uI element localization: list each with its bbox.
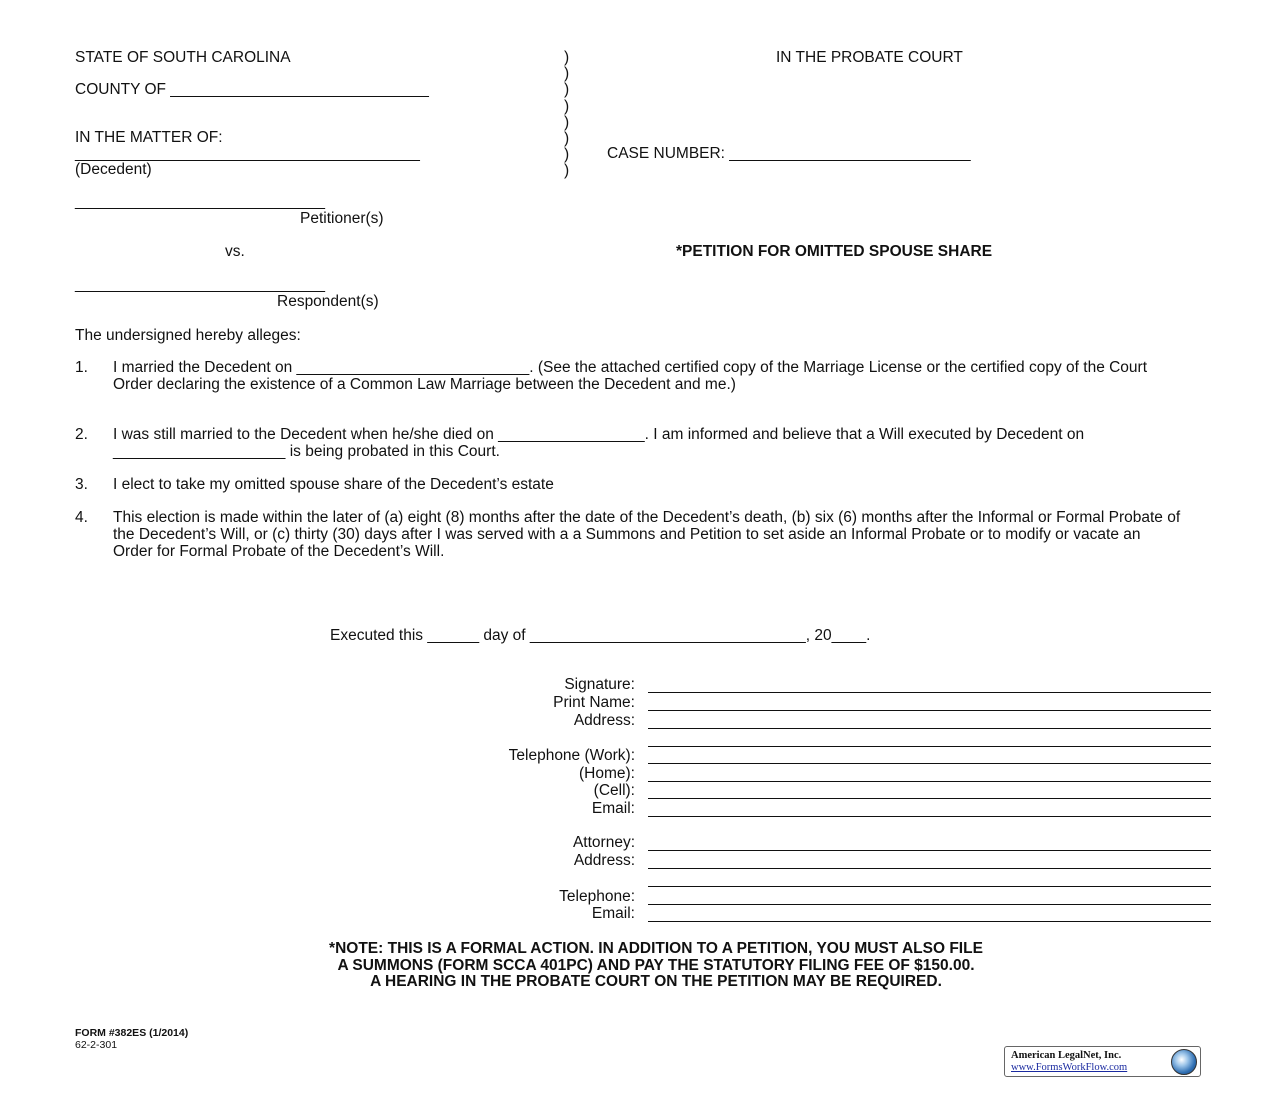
executed-date-line[interactable]: Executed this ______ day of ________________________________, 20____.: [330, 627, 871, 644]
form-number: FORM #382ES (1/2014): [75, 1027, 189, 1039]
respondent-label: Respondent(s): [277, 293, 379, 310]
home-phone-line[interactable]: [648, 781, 1211, 782]
intro-text: The undersigned hereby alleges:: [75, 327, 301, 344]
signature-line[interactable]: [648, 692, 1211, 693]
decedent-label: (Decedent): [75, 161, 152, 178]
decedent-name-line[interactable]: ________________________________________: [75, 145, 420, 162]
allegation-text: I married the Decedent on ___________________________. (See the attached certified copy of the Marriage License or the certified copy of the Court Order declaring the existence of a Common Law Marriage between the Decedent and me.): [113, 359, 1148, 393]
print-name-line[interactable]: [648, 710, 1211, 711]
attorney-label: Attorney:: [572, 834, 635, 851]
allegation-number: 2.: [75, 426, 88, 443]
case-number-field[interactable]: CASE NUMBER: ____________________________: [607, 145, 971, 162]
allegation-number: 3.: [75, 476, 88, 493]
county-field[interactable]: COUNTY OF ______________________________: [75, 81, 429, 98]
allegation-text: I was still married to the Decedent when he/she died on _________________. I am informed and believe that a Will executed by Decedent on ____________________ is being probated in this Court.: [113, 426, 1085, 460]
petitioner-label: Petitioner(s): [300, 210, 384, 227]
statute-code: 62-2-301: [75, 1039, 118, 1051]
allegation-number: 4.: [75, 509, 88, 526]
note-line-3: A HEARING IN THE PROBATE COURT ON THE PETITION MAY BE REQUIRED.: [370, 973, 942, 990]
attorney-address-line[interactable]: [648, 868, 1211, 869]
versus-label: vs.: [225, 243, 245, 260]
attorney-address-line-2[interactable]: [648, 886, 1211, 887]
allegation-text: This election is made within the later of (a) eight (8) months after the date of the Decedent’s death, (b) six (6) months after the Informal or Formal Probate of the Decedent’s Will, or (c) thirty (30) days after I was served with a a Summons and Petition to set aside an Informal Probate or to modify or vacate an Order for Formal Probate of the Decedent’s Will.: [113, 509, 1181, 560]
caption-brackets: ) ) ) ) ) ) ) ): [564, 49, 570, 180]
respondent-line[interactable]: _____________________________: [75, 276, 325, 293]
attorney-address-label: Address:: [573, 852, 635, 869]
signature-label: Signature:: [564, 676, 635, 693]
globe-icon: [1171, 1049, 1197, 1075]
address-line-2[interactable]: [648, 746, 1211, 747]
cell-phone-line[interactable]: [648, 798, 1211, 799]
address-label: Address:: [573, 712, 635, 729]
matter-label: IN THE MATTER OF:: [75, 129, 223, 146]
court-heading: IN THE PROBATE COURT: [776, 49, 963, 66]
state-heading: STATE OF SOUTH CAROLINA: [75, 49, 291, 66]
cell-phone-label: (Cell):: [593, 782, 635, 799]
attorney-email-line[interactable]: [648, 921, 1211, 922]
allegation-number: 1.: [75, 359, 88, 376]
attorney-telephone-label: Telephone:: [559, 888, 635, 905]
note-line-1: *NOTE: THIS IS A FORMAL ACTION. IN ADDITION TO A PETITION, YOU MUST ALSO FILE: [329, 940, 983, 957]
email-line[interactable]: [648, 816, 1211, 817]
email-label: Email:: [591, 800, 635, 817]
company-logo: [1004, 1046, 1201, 1077]
document-title: *PETITION FOR OMITTED SPOUSE SHARE: [676, 243, 993, 260]
attorney-email-label: Email:: [591, 905, 635, 922]
telephone-work-line[interactable]: [648, 763, 1211, 764]
logo-url-link[interactable]: www.FormsWorkFlow.com: [1011, 1062, 1128, 1073]
telephone-work-label: Telephone (Work):: [508, 747, 635, 764]
logo-company-name: American LegalNet, Inc.: [1011, 1050, 1122, 1061]
note-line-2: A SUMMONS (FORM SCCA 401PC) AND PAY THE STATUTORY FILING FEE OF $150.00.: [337, 957, 975, 974]
address-line[interactable]: [648, 728, 1211, 729]
attorney-telephone-line[interactable]: [648, 904, 1211, 905]
attorney-line[interactable]: [648, 850, 1211, 851]
allegation-text: I elect to take my omitted spouse share of the Decedent’s estate: [113, 476, 554, 493]
petitioner-line[interactable]: _____________________________: [75, 193, 325, 210]
print-name-label: Print Name:: [553, 694, 635, 711]
home-phone-label: (Home):: [579, 765, 635, 782]
